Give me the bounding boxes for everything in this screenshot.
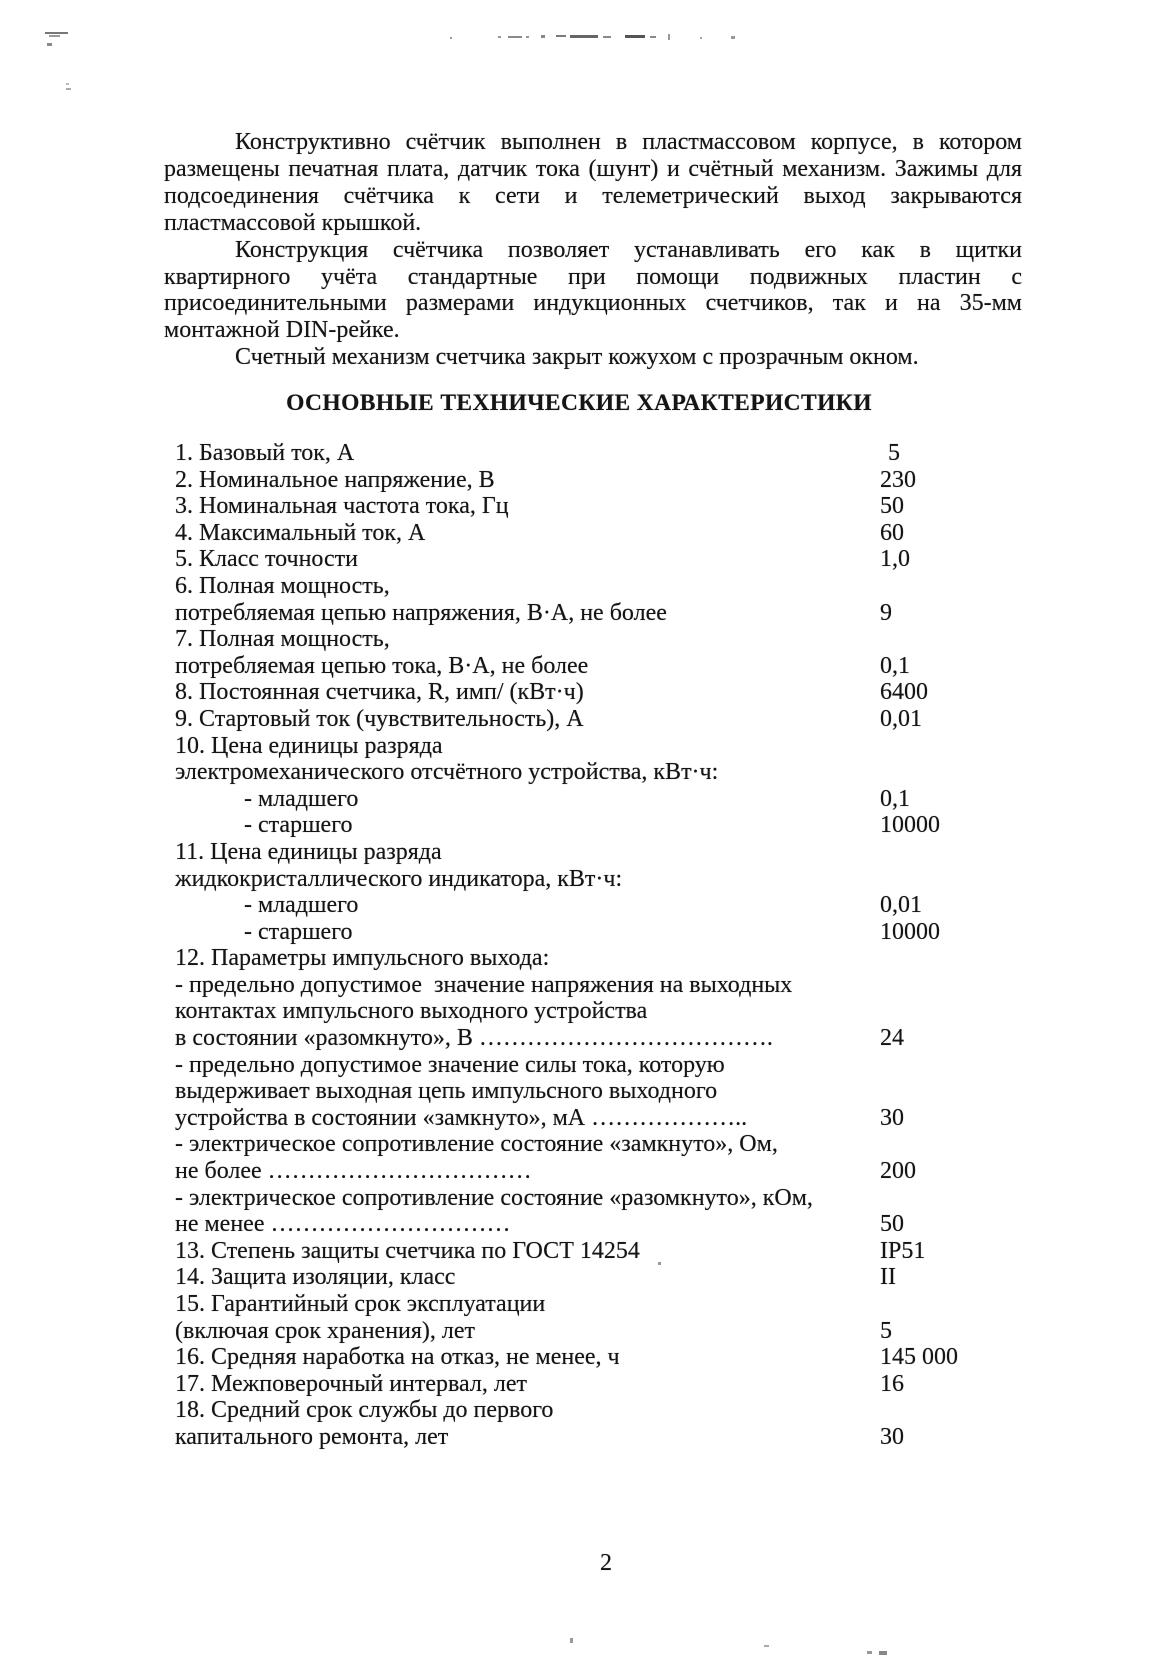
spec-value: 0,1 [880,652,910,679]
spec-row [175,1318,1075,1345]
spec-row [175,493,1075,520]
scan-artifact [764,1645,769,1647]
spec-label: 14. Защита изоляции, класс [175,1264,456,1291]
spec-label: 9. Стартовый ток (чувствительность), А [175,705,584,732]
scan-artifact [556,35,566,37]
page-number: 2 [600,1550,612,1576]
spec-row [175,1371,1075,1398]
scan-artifact [603,36,611,38]
scan-artifact [47,43,52,46]
scan-artifact [526,36,529,38]
spec-row [175,1344,1075,1371]
scan-artifact [879,1651,887,1655]
spec-label: 12. Параметры импульсного выхода: [175,945,550,972]
spec-value: 30 [880,1423,904,1450]
spec-label: - старшего [244,918,353,945]
spec-row [175,892,1075,919]
spec-row [175,520,1075,547]
spec-label: 3. Номинальная частота тока, Гц [175,493,509,520]
spec-label: - предельно допустимое значение напряжения на выходных [175,971,793,998]
scan-artifact [570,35,598,38]
spec-value: II [880,1264,896,1291]
spec-value: 24 [880,1025,904,1052]
scan-artifact [668,34,670,40]
scan-artifact [700,37,702,39]
paragraph-register-cover: Счетный механизм счетчика закрыт кожухом с прозрачным окном. [235,344,919,371]
spec-row [175,467,1075,494]
spec-value: 0,01 [880,892,922,919]
spec-row [175,600,1075,627]
spec-value: 50 [880,1211,904,1238]
spec-label: 13. Степень защиты счетчика по ГОСТ 14254 [175,1237,640,1264]
spec-row [175,998,1075,1025]
spec-label: потребляемая цепью напряжения, В·А, не более [175,599,667,626]
spec-value: 16 [880,1370,904,1397]
spec-row [175,1185,1075,1212]
spec-value: 50 [880,493,904,520]
scan-artifact [731,36,735,39]
spec-value: 9 [880,599,892,626]
scan-artifact [541,35,545,38]
paragraph-construction: Конструктивно счётчик выполнен в пластмассовом корпусе, в котором размещены печатная плата, датчик тока (шунт) и счётный механизм. Зажимы для подсоединения счётчика к сети и телеметрический выход закрываются пластмассовой крышкой. [164,129,1022,236]
spec-row [175,546,1075,573]
spec-label: 1. Базовый ток, А [175,440,355,466]
spec-value: 145 000 [880,1344,958,1371]
spec-label: - электрическое сопротивление состояние «разомкнуто», кОм, [175,1184,813,1211]
spec-row [175,706,1075,733]
spec-value: 30 [880,1104,904,1131]
spec-value: 5 [880,1317,892,1344]
spec-label: 16. Средняя наработка на отказ, не менее, ч [175,1344,620,1371]
spec-row [175,1105,1075,1132]
spec-value: 1,0 [880,546,910,573]
spec-row [175,1238,1075,1265]
scan-artifact [66,88,71,90]
spec-row [175,1211,1075,1238]
spec-label: контактах импульсного выходного устройства [175,998,648,1025]
spec-row [175,786,1075,813]
section-heading: ОСНОВНЫЕ ТЕХНИЧЕСКИЕ ХАРАКТЕРИСТИКИ [286,390,872,416]
spec-row [175,679,1075,706]
spec-row [175,1025,1075,1052]
spec-label: 18. Средний срок службы до первого [175,1397,554,1424]
spec-row [175,626,1075,653]
spec-value: 0,1 [880,785,910,812]
spec-value: 200 [880,1158,916,1185]
spec-value: 5 [888,440,900,466]
spec-row [175,839,1075,866]
spec-label: выдерживает выходная цепь импульсного выходного [175,1078,718,1105]
spec-label: 15. Гарантийный срок эксплуатации [175,1291,546,1317]
spec-label: капитального ремонта, лет [175,1423,449,1450]
scan-artifact [625,35,645,38]
spec-label: - младшего [244,785,359,812]
scan-artifact [650,36,656,38]
spec-label: 4. Максимальный ток, А [175,519,426,546]
spec-row [175,1264,1075,1291]
scan-artifact [66,83,69,85]
spec-label: не менее ………………………… [175,1211,511,1238]
spec-value: 10000 [880,918,940,945]
spec-row [175,1158,1075,1185]
spec-row [175,972,1075,999]
spec-label: в состоянии «разомкнуто», В ………………………………. [175,1025,773,1052]
paragraph-mounting: Конструкция счётчика позволяет устанавливать его как в щитки квартирного учёта стандартные при помощи подвижных пластин с присоединительными размерами индукционных счетчиков, так и на 35-мм монтажной DIN-рейке. [164,236,1022,344]
spec-value: 60 [880,519,904,546]
spec-row [175,919,1075,946]
spec-row [175,1291,1075,1318]
spec-label: устройства в состоянии «замкнуто», мА ……………….. [175,1104,748,1131]
spec-row [175,1397,1075,1424]
spec-row [175,1078,1075,1105]
scan-artifact [49,35,60,37]
spec-label: - электрическое сопротивление состояние «замкнуто», Ом, [175,1131,778,1158]
spec-list [175,440,1075,1451]
spec-label: 2. Номинальное напряжение, В [175,466,495,493]
intro-paragraphs [164,129,1022,371]
scan-artifact [570,1638,573,1643]
spec-row [175,733,1075,760]
scan-artifact [498,36,501,38]
spec-label: - предельно допустимое значение силы тока, которую [175,1051,725,1078]
spec-label: электромеханического отсчётного устройства, кВт·ч: [175,759,719,786]
spec-row [175,1131,1075,1158]
spec-label: потребляемая цепью тока, В·А, не более [175,652,589,679]
spec-value: IP51 [880,1237,926,1264]
spec-label: 11. Цена единицы разряда [175,838,442,865]
spec-value: 0,01 [880,705,922,732]
spec-row [175,812,1075,839]
spec-label: не более …………………………… [175,1158,532,1185]
spec-row [175,653,1075,680]
spec-row [175,573,1075,600]
spec-row [175,1424,1075,1451]
spec-label: (включая срок хранения), лет [175,1317,476,1344]
spec-value: 10000 [880,812,940,839]
spec-value: 6400 [880,679,928,706]
spec-label: 7. Полная мощность, [175,626,390,653]
spec-label: 17. Межповерочный интервал, лет [175,1370,528,1397]
spec-label: - старшего [244,812,353,839]
spec-value: 230 [880,466,916,493]
scan-artifact [508,36,522,38]
scan-artifact [450,37,452,39]
spec-label: 8. Постоянная счетчика, R, имп/ (кВт·ч) [175,679,584,706]
scan-artifact [45,32,68,34]
spec-row [175,759,1075,786]
spec-row [175,945,1075,972]
scan-artifact [867,1651,872,1654]
spec-row [175,866,1075,893]
spec-row [175,1052,1075,1079]
spec-label: 10. Цена единицы разряда [175,732,443,759]
spec-row [175,440,1075,467]
spec-label: жидкокристаллического индикатора, кВт·ч: [175,865,623,892]
spec-label: - младшего [244,892,359,919]
spec-label: 5. Класс точности [175,546,358,573]
spec-label: 6. Полная мощность, [175,572,390,599]
